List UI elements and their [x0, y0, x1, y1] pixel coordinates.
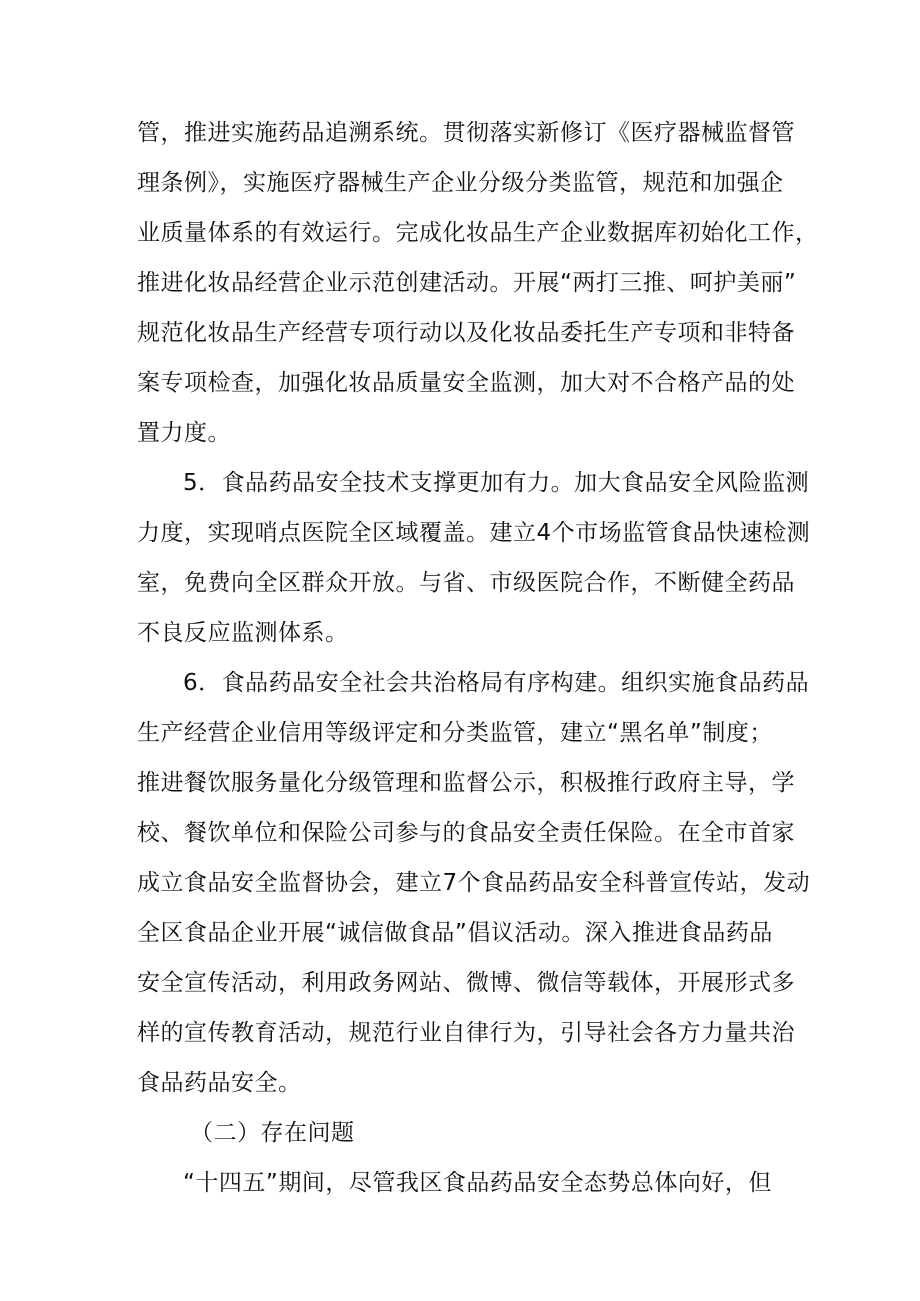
paragraph-line: 样的宣传教育活动，规范行业自律行为，引导社会各方力量共治: [137, 1020, 795, 1046]
paragraph-line: 案专项检查，加强化妆品质量安全监测，加大对不合格产品的处: [137, 370, 795, 396]
paragraph-line: 校、餐饮单位和保险公司参与的食品安全责任保险。在全市首家: [137, 820, 795, 846]
paragraph-line: 推进餐饮服务量化分级管理和监督公示，积极推行政府主导，学: [137, 770, 795, 796]
paragraph-line: 理条例》，实施医疗器械生产企业分级分类监管，规范和加强企: [137, 170, 784, 196]
paragraph-line: 全区食品企业开展“诚信做食品”倡议活动。深入推进食品药品: [137, 920, 773, 946]
numbered-paragraph-5: 5．食品药品安全技术支撑更加有力。加大食品安全风险监测: [183, 470, 810, 496]
paragraph-line: 置力度。: [137, 420, 231, 446]
paragraph-line: 规范化妆品生产经营专项行动以及化妆品委托生产专项和非特备: [137, 320, 795, 346]
paragraph-line: 管，推进实施药品追溯系统。贯彻落实新修订《医疗器械监督管: [137, 120, 795, 146]
paragraph-line: 生产经营企业信用等级评定和分类监管，建立“黑名单”制度；: [137, 720, 773, 746]
paragraph-line: 不良反应监测体系。: [137, 620, 349, 646]
paragraph-line: 安全宣传活动，利用政务网站、微博、微信等载体，开展形式多: [137, 970, 795, 996]
paragraph-line: 力度，实现哨点医院全区域覆盖。建立4个市场监管食品快速检测: [137, 520, 811, 546]
paragraph-line: “十四五”期间，尽管我区食品药品安全态势总体向好，但: [183, 1170, 772, 1196]
paragraph-line: 推进化妆品经营企业示范创建活动。开展“两打三推、呵护美丽”: [137, 270, 797, 296]
paragraph-line: 室，免费向全区群众开放。与省、市级医院合作，不断健全药品: [137, 570, 795, 596]
numbered-paragraph-6: 6．食品药品安全社会共治格局有序构建。组织实施食品药品: [183, 670, 810, 696]
section-heading: （二）存在问题: [190, 1120, 355, 1146]
paragraph-line: 食品药品安全。: [137, 1070, 302, 1096]
paragraph-line: 业质量体系的有效运行。完成化妆品生产企业数据库初始化工作，: [137, 220, 819, 246]
paragraph-line: 成立食品安全监督协会，建立7个食品药品安全科普宣传站，发动: [137, 870, 811, 896]
